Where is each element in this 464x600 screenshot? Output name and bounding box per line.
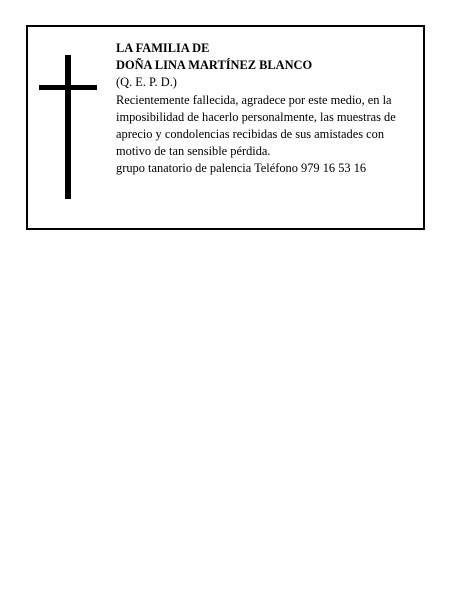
cross-horizontal-bar [39, 85, 97, 90]
thanks-message: Recientemente fallecida, agradece por este medio, en la imposibilidad de hacerlo personalmente, las muestras de aprecio y condolencias recibidas de sus amistades con motivo de tan sensible pérdida. [116, 92, 396, 159]
funeral-home-contact: grupo tanatorio de palencia Teléfono 979 16 53 16 [116, 161, 367, 176]
notice-text [116, 40, 422, 178]
qepd-label: (Q. E. P. D.) [116, 75, 177, 90]
heading-deceased-name: DOÑA LINA MARTÍNEZ BLANCO [116, 58, 313, 73]
cross-vertical-bar [65, 55, 71, 199]
cross-icon [39, 55, 97, 199]
obituary-notice [26, 25, 425, 230]
heading-family: LA FAMILIA DE [116, 41, 210, 55]
